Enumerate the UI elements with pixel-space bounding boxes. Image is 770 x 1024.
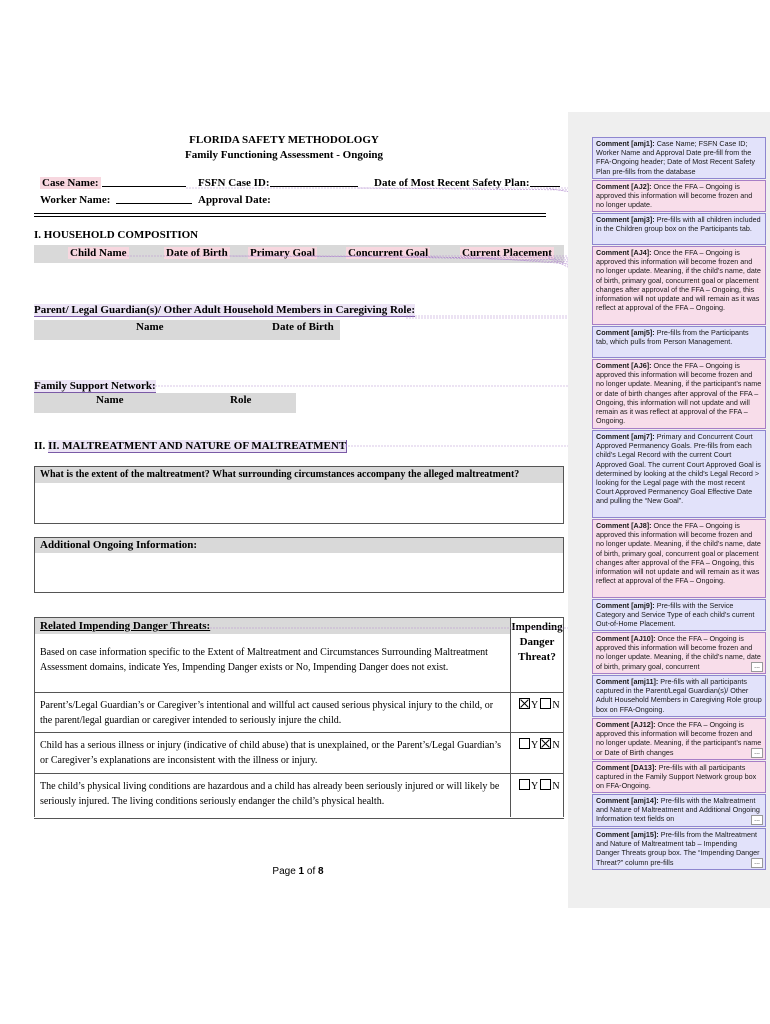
danger-row-1-text: Parent’s/Legal Guardian’s or Caregiver’s intentional and willful act caused serious physical injury to the child, or the parent/legal guardian or caregiver intended to seriously injure the child. xyxy=(40,700,494,726)
yes-label: Y xyxy=(531,700,538,711)
comment-amj3[interactable] xyxy=(592,213,766,245)
additional-info-label: Additional Ongoing Information: xyxy=(35,538,563,553)
yes-label: Y xyxy=(531,740,538,751)
comment-aj12[interactable] xyxy=(592,718,766,760)
page-prefix: Page xyxy=(272,866,299,877)
comment-label: Comment [AJ6]: xyxy=(596,361,652,370)
comment-text: Once the FFA – Ongoing is approved this information will become frozen and no longer update. Meaning, if the participant’s name or Date of Birth changes xyxy=(596,720,762,757)
page-of: of xyxy=(304,866,319,877)
comment-aj6[interactable] xyxy=(592,359,766,429)
safety-plan-date-label: Date of Most Recent Safety Plan: xyxy=(374,177,530,189)
document-title: FLORIDA SAFETY METHODOLOGY xyxy=(189,134,379,146)
parent-col-name: Name xyxy=(136,321,164,333)
comment-text: Pre-fills with all participants captured in the Family Support Network group box on FFA-Ongoing. xyxy=(596,763,757,791)
comment-text: Pre-fills with all children included in the Children group box on the Participants tab. xyxy=(596,215,761,234)
comment-aj2[interactable] xyxy=(592,180,766,212)
yes-label: Y xyxy=(531,781,538,792)
comment-text: Pre-fills from the Participants tab, which pulls from Person Management. xyxy=(596,328,749,347)
comment-amj9[interactable] xyxy=(592,599,766,631)
col-child-name: Child Name xyxy=(70,247,127,259)
comment-text: Case Name; FSFN Case ID; Worker Name and Approval Date pre-fill from the FFA-Ongoing header; Date of Most Recent Safety Plan pre-fills from the database xyxy=(596,139,756,176)
expand-comment-button[interactable]: ... xyxy=(751,662,763,672)
comment-label: Comment [amj14]: xyxy=(596,796,659,805)
col-primary-goal: Primary Goal xyxy=(250,247,316,259)
maltreatment-question: What is the extent of the maltreatment? What surrounding circumstances accompany the alleged maltreatment? xyxy=(35,467,563,483)
comment-label: Comment [amj11]: xyxy=(596,677,659,686)
comment-label: Comment [AJ8]: xyxy=(596,521,652,530)
comment-label: Comment [AJ4]: xyxy=(596,248,652,257)
no-label: N xyxy=(552,781,560,792)
fsfn-case-id-label: FSFN Case ID: xyxy=(198,177,270,189)
expand-comment-button[interactable]: ... xyxy=(751,858,763,868)
comment-label: Comment [amj15]: xyxy=(596,830,659,839)
comment-da13[interactable] xyxy=(592,761,766,793)
expand-comment-button[interactable]: ... xyxy=(751,748,763,758)
danger-intro: Based on case information specific to the Extent of Maltreatment and Circumstances Surrounding Maltreatment Assessment domains, indicate Yes, Impending Danger exists or No, Impending Danger does not exist. xyxy=(40,647,488,673)
comment-text: Primary and Concurrent Court Approved Permanency Goals. Pre-fills from each child’s Legal Record with the current Court Approved Goal. The current Court Approved Goal is determined by looking at the child’s Legal Record > looking for the Legal page with the most recent Court Approved Permanency Goal Effective Date and pulling the “New Goal”. xyxy=(596,432,761,506)
comment-text: Pre-fills with all participants captured in the Parent/Legal Guardian(s)/ Other Adult Household Members in Caregiving Role group box on FFA-Ongoing. xyxy=(596,677,762,714)
col-head-line1: Impending xyxy=(511,621,563,633)
col-head-line3: Threat? xyxy=(518,651,556,663)
comment-aj4[interactable] xyxy=(592,246,766,325)
support-col-role: Role xyxy=(230,394,252,406)
worker-name-label: Worker Name: xyxy=(40,194,111,206)
comment-label: Comment [amj1]: xyxy=(596,139,655,148)
comment-label: Comment [amj9]: xyxy=(596,601,655,610)
support-col-name: Name xyxy=(96,394,124,406)
comment-label: Comment [AJ10]: xyxy=(596,634,656,643)
document-subtitle: Family Functioning Assessment - Ongoing xyxy=(184,149,384,161)
comment-text: Once the FFA – Ongoing is approved this information will become frozen and no longer update. Meaning, if the participant’s name or date of birth changes after approval of the FFA – Ongoing, this information will not update and will remain as it was reflect at approval of the FFA – Ongoing. xyxy=(596,361,762,426)
comment-amj11[interactable] xyxy=(592,675,766,717)
parent-col-dob: Date of Birth xyxy=(272,321,334,333)
page-total: 8 xyxy=(318,866,324,877)
comment-amj14[interactable] xyxy=(592,794,766,827)
no-label: N xyxy=(552,740,560,751)
comment-label: Comment [amj7]: xyxy=(596,432,655,441)
section-maltreatment-title: II. II. MALTREATMENT AND NATURE OF MALTREATMENT xyxy=(34,440,347,452)
comment-text: Pre-fills with the Service Category and Service Type of each child’s current Out-of-Home Placement. xyxy=(596,601,755,629)
parent-caregiver-title: Parent/ Legal Guardian(s)/ Other Adult Household Members in Caregiving Role: xyxy=(34,304,416,316)
comment-text: Once the FFA – Ongoing is approved this information will become frozen and no longer update. Meaning, if the child’s name, date of birth, primary goal, concurrent goal or placement changes after approval of the FFA – Ongoing, this information will not update and will remain as it was reflect at approval of the FFA – Ongoing. xyxy=(596,248,761,313)
col-date-of-birth: Date of Birth xyxy=(166,247,228,259)
col-concurrent-goal: Concurrent Goal xyxy=(348,247,429,259)
comment-text: Once the FFA – Ongoing is approved this information will become frozen and no longer update. xyxy=(596,182,753,210)
col-current-placement: Current Placement xyxy=(462,247,552,259)
no-label: N xyxy=(552,700,560,711)
expand-comment-button[interactable]: ... xyxy=(751,815,763,825)
page-current: 1 xyxy=(298,866,305,877)
section-household-title: I. HOUSEHOLD COMPOSITION xyxy=(34,229,199,241)
comment-amj5[interactable] xyxy=(592,326,766,358)
comment-text: Once the FFA – Ongoing is approved this information will become frozen and no longer update. Meaning, if the child’s name, date of birth, primary goal, concurrent xyxy=(596,634,761,671)
comment-label: Comment [DA13]: xyxy=(596,763,657,772)
family-support-title: Family Support Network: xyxy=(34,380,156,392)
danger-row-3-text: The child’s physical living conditions are hazardous and a child has already been seriously injured or will likely be seriously injured. The living conditions seriously endanger the child’s physical health. xyxy=(40,781,500,807)
col-head-line2: Danger xyxy=(519,636,555,648)
comment-text: Pre-fills with the Maltreatment and Nature of Maltreatment and Additional Ongoing Information text fields on xyxy=(596,796,760,824)
comment-label: Comment [amj5]: xyxy=(596,328,655,337)
comment-aj10[interactable] xyxy=(592,632,766,674)
comment-label: Comment [AJ12]: xyxy=(596,720,656,729)
comment-amj1[interactable] xyxy=(592,137,766,179)
comment-label: Comment [AJ2]: xyxy=(596,182,652,191)
approval-date-label: Approval Date: xyxy=(198,194,271,206)
comment-aj8[interactable] xyxy=(592,519,766,598)
case-name-label: Case Name: xyxy=(42,177,99,189)
comment-amj15[interactable] xyxy=(592,828,766,870)
danger-row-2-text: Child has a serious illness or injury (indicative of child abuse) that is unexplained, or the Parent’s/Legal Guardian’s or Caregiver’s explanations are inconsistent with the illness or injury. xyxy=(40,740,502,766)
comment-text: Pre-fills from the Maltreatment and Nature of Maltreatment tab – Impending Danger Threats group box. The “Impending Danger Threat?” column pre-fills xyxy=(596,830,760,867)
danger-title: Related Impending Danger Threats: xyxy=(40,620,211,632)
comment-label: Comment [amj3]: xyxy=(596,215,655,224)
comment-text: Once the FFA – Ongoing is approved this information will become frozen and no longer update. Meaning, if the child’s name, date of birth, primary goal, concurrent goal or placement changes after approval of the FFA – Ongoing, this information will not update and will remain as it was reflect at approval of the FFA – Ongoing. xyxy=(596,521,761,586)
comment-amj7[interactable] xyxy=(592,430,766,518)
